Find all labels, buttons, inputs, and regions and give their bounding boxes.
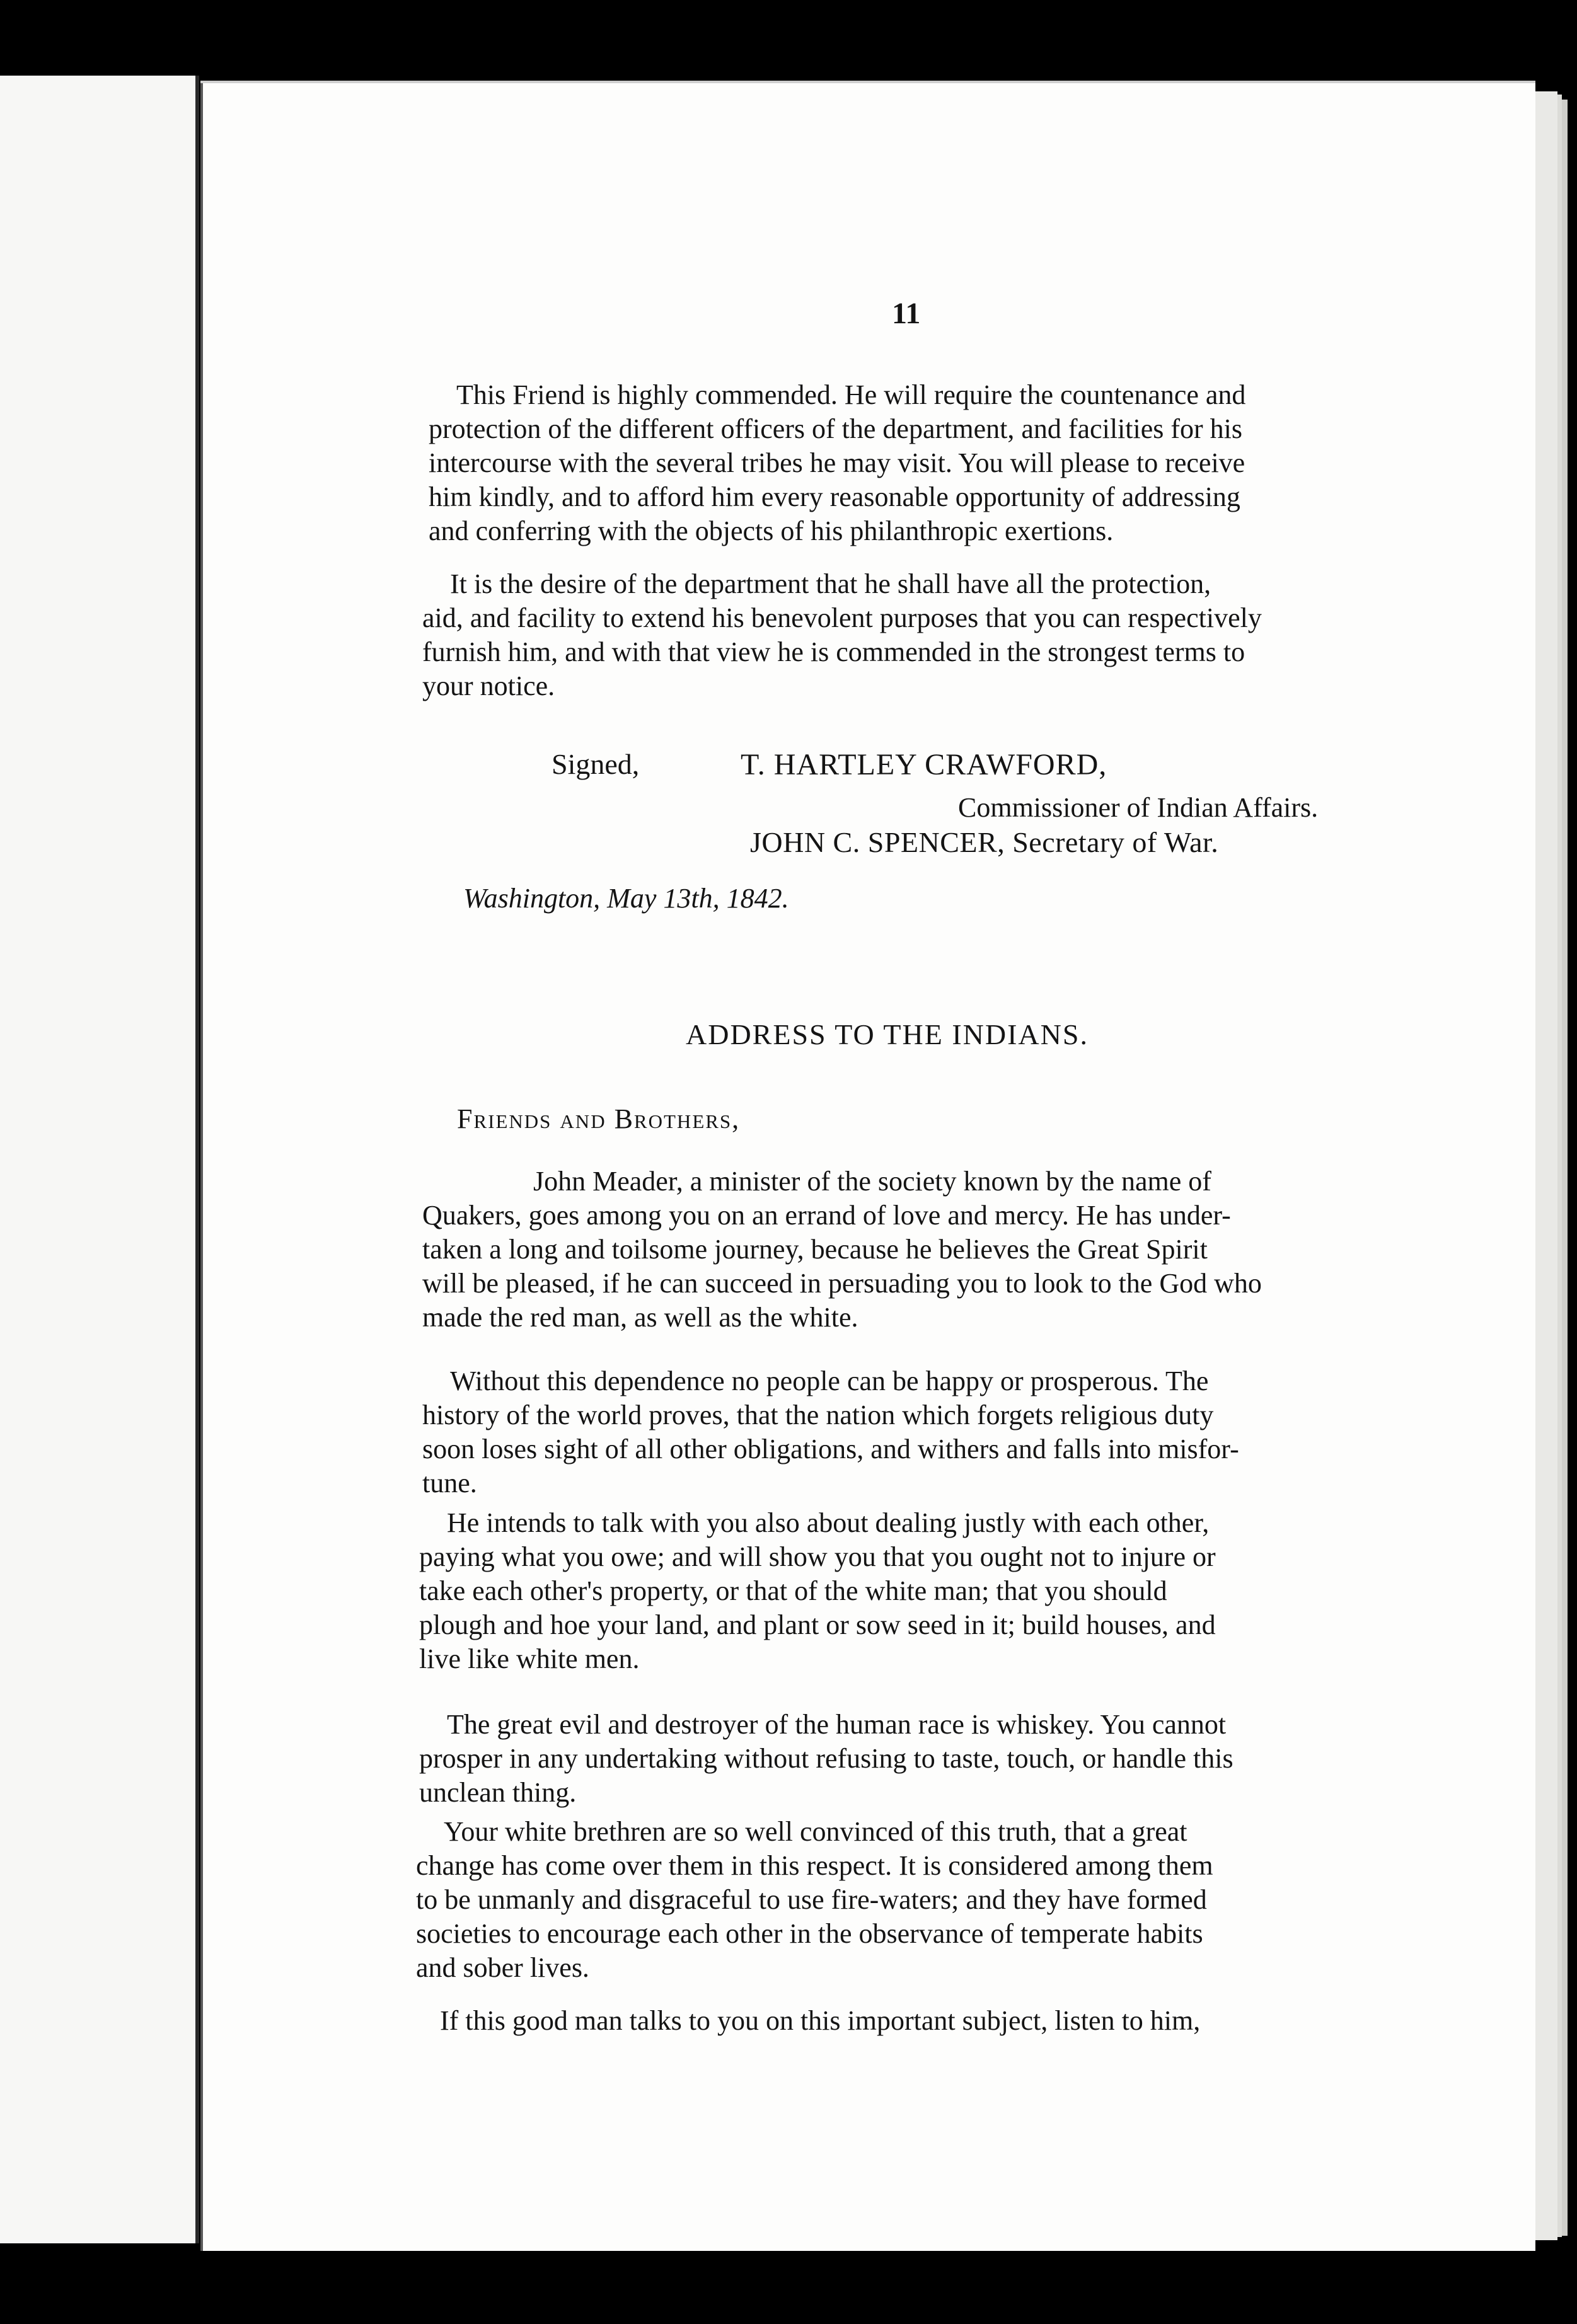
paragraph-john-meader [422, 1165, 1262, 1335]
text-line: and conferring with the objects of his philanthropic exertions. [429, 515, 1114, 546]
text-line: Your white brethren are so well convinced of this truth, that a great [416, 1816, 1187, 1847]
paragraph-whiskey [419, 1708, 1233, 1810]
signed-label: Signed, [552, 748, 640, 780]
text-line: unclean thing. [419, 1777, 577, 1808]
paragraph-dependence [422, 1364, 1239, 1500]
text-line: soon loses sight of all other obligations, and withers and falls into misfor- [422, 1434, 1239, 1464]
text-line: take each other's property, or that of the white man; that you should [419, 1575, 1167, 1606]
text-line: and sober lives. [416, 1952, 589, 1983]
text-line: If this good man talks to you on this important subject, listen to him, [440, 2005, 1201, 2036]
text-line: history of the world proves, that the nation which forgets religious duty [422, 1400, 1214, 1430]
paragraph-white-brethren [416, 1815, 1213, 1985]
text-line: Quakers, goes among you on an errand of love and mercy. He has under- [422, 1200, 1231, 1231]
paragraph-dealing-justly [419, 1506, 1216, 1676]
page-number: 11 [892, 297, 921, 330]
paragraph-listen [440, 2004, 1200, 2038]
text-line: Without this dependence no people can be happy or prosperous. The [422, 1366, 1209, 1396]
text-line: He intends to talk with you also about dealing justly with each other, [419, 1507, 1210, 1538]
text-line: paying what you owe; and will show you that you ought not to injure or [419, 1541, 1216, 1572]
left-facing-page [0, 76, 199, 2243]
text-line: plough and hoe your land, and plant or sow seed in it; build houses, and [419, 1609, 1216, 1640]
text-line: him kindly, and to afford him every reasonable opportunity of addressing [429, 481, 1240, 512]
signer-title: Commissioner of Indian Affairs. [958, 792, 1319, 823]
salutation: Friends and Brothers, [457, 1103, 741, 1134]
text-line: will be pleased, if he can succeed in persuading you to look to the God who [422, 1268, 1262, 1299]
text-line: taken a long and toilsome journey, because he believes the Great Spirit [422, 1234, 1208, 1265]
second-signer: JOHN C. SPENCER, Secretary of War. [750, 826, 1219, 858]
text-line: prosper in any undertaking without refusing to taste, touch, or handle this [419, 1743, 1233, 1774]
text-line: The great evil and destroyer of the human race is whiskey. You cannot [419, 1709, 1227, 1740]
text-line: protection of the different officers of the department, and facilities for his [429, 413, 1243, 444]
text-line: your notice. [422, 670, 555, 701]
paragraph-commendation [429, 378, 1245, 548]
section-heading: ADDRESS TO THE INDIANS. [686, 1018, 1089, 1050]
dateline: Washington, May 13th, 1842. [463, 883, 789, 914]
text-line: intercourse with the several tribes he may visit. You will please to receive [429, 447, 1245, 478]
text-line: It is the desire of the department that he shall have all the protection, [422, 568, 1211, 599]
signer-name: T. HARTLEY CRAWFORD, [741, 748, 1107, 781]
text-line: to be unmanly and disgraceful to use fire-waters; and they have formed [416, 1884, 1207, 1915]
text-line: furnish him, and with that view he is commended in the strongest terms to [422, 636, 1245, 667]
text-line: aid, and facility to extend his benevolent purposes that you can respectively [422, 602, 1262, 633]
text-line: live like white men. [419, 1643, 640, 1674]
paragraph-department-desire [422, 567, 1262, 703]
text-line: John Meader, a minister of the society known by the name of [422, 1166, 1211, 1197]
text-line: This Friend is highly commended. He will require the countenance and [429, 379, 1246, 410]
text-line: tune. [422, 1468, 477, 1499]
text-line: made the red man, as well as the white. [422, 1302, 858, 1333]
text-line: change has come over them in this respect. It is considered among them [416, 1850, 1213, 1881]
text-line: societies to encourage each other in the observance of temperate habits [416, 1918, 1203, 1949]
